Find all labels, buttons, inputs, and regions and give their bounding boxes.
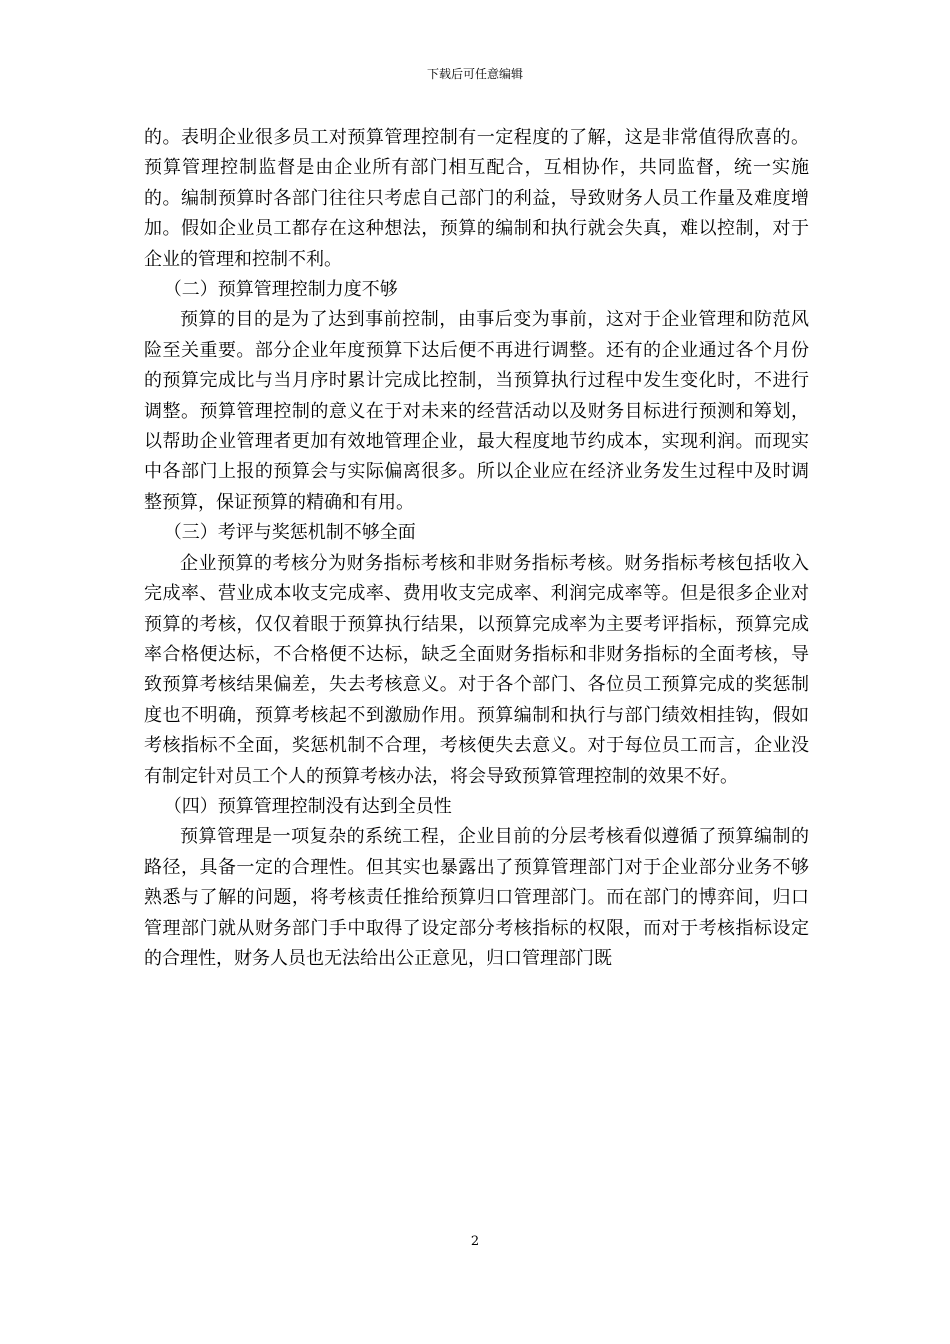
page-number: 2 [470, 1234, 480, 1249]
section-heading-4: （四）预算管理控制没有达到全员性 [163, 795, 452, 817]
paragraph-full-participation: 预算管理是一项复杂的系统工程，企业目前的分层考核看似遵循了预算编制的路径，具备一定的合理性。但其实也暴露出了预算管理部门对于企业部分业务不够熟悉与了解的问题，将考核责任推给预算归口管理部门。而在部门的博弈间，归口管理部门就从财务部门手中取得了设定部分考核指标的权限，而对于考核指标设定的合理性，财务人员也无法给出公正意见，归口管理部门既 [144, 826, 809, 969]
section-heading-3: （三）考评与奖惩机制不够全面 [163, 522, 416, 544]
paragraph-assessment: 企业预算的考核分为财务指标考核和非财务指标考核。财务指标考核包括收入完成率、营业成本收支完成率、费用收支完成率、利润完成率等。但是很多企业对预算的考核，仅仅着眼于预算执行结果，以预算完成率为主要考评指标，预算完成率合格便达标，不合格便不达标，缺乏全面财务指标和非财务指标的全面考核，导致预算考核结果偏差，失去考核意义。对于各个部门、各位员工预算完成的奖惩制度也不明确，预算考核起不到激励作用。预算编制和执行与部门绩效相挂钩，假如考核指标不全面，奖惩机制不合理，考核便失去意义。对于每位员工而言，企业没有制定针对员工个人的预算考核办法，将会导致预算管理控制的效果不好。 [144, 552, 809, 787]
section-heading-2: （二）预算管理控制力度不够 [163, 279, 398, 301]
paragraph-continuation: 的。表明企业很多员工对预算管理控制有一定程度的了解，这是非常值得欣喜的。预算管理控制监督是由企业所有部门相互配合，互相协作，共同监督，统一实施的。编制预算时各部门往往只考虑自己部门的利益，导致财务人员工作量及难度增加。假如企业员工都存在这种想法，预算的编制和执行就会失真，难以控制，对于企业的管理和控制不利。 [144, 127, 809, 270]
document-body [144, 123, 809, 974]
paragraph-budget-control: 预算的目的是为了达到事前控制，由事后变为事前，这对于企业管理和防范风险至关重要。部分企业年度预算下达后便不再进行调整。还有的企业通过各个月份的预算完成比与当月序时累计完成比控制，当预算执行过程中发生变化时，不进行调整。预算管理控制的意义在于对未来的经营活动以及财务目标进行预测和筹划，以帮助企业管理者更加有效地管理企业，最大程度地节约成本，实现利润。而现实中各部门上报的预算会与实际偏离很多。所以企业应在经济业务发生过程中及时调整预算，保证预算的精确和有用。 [144, 309, 809, 513]
page-header: 下载后可任意编辑 [426, 67, 523, 81]
